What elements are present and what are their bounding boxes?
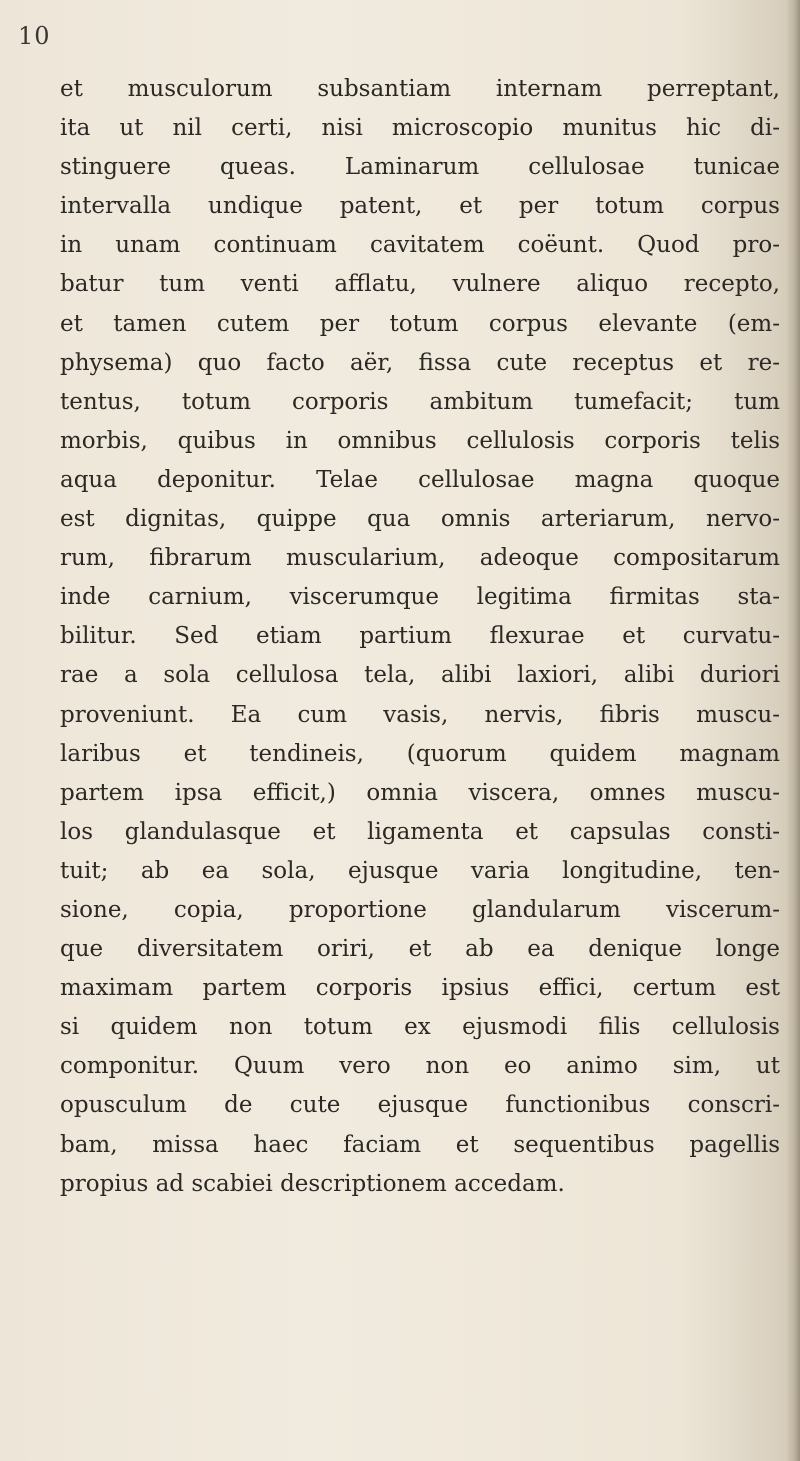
text-line: inde carnium, viscerumque legitima firmitas sta- (60, 584, 780, 611)
text-line: sione, copia, proportione glandularum viscerum- (60, 896, 780, 923)
text-line: tentus, totum corporis ambitum tumefacit; tum (60, 388, 780, 415)
text-line: propius ad scabiei descriptionem accedam. (60, 1170, 565, 1197)
text-line: et tamen cutem per totum corpus elevante (em- (60, 310, 780, 337)
text-line: componitur. Quum vero non eo animo sim, ut (60, 1053, 780, 1080)
text-line: intervalla undique patent, et per totum corpus (60, 193, 780, 220)
text-line: si quidem non totum ex ejusmodi filis cellulosis (60, 1014, 780, 1041)
text-line: rae a sola cellulosa tela, alibi laxiori, alibi duriori (60, 662, 780, 689)
text-line: partem ipsa efficit,) omnia viscera, omnes muscu- (60, 779, 780, 806)
text-line: maximam partem corporis ipsius effici, certum est (60, 975, 780, 1002)
text-line: morbis, quibus in omnibus cellulosis corporis telis (60, 427, 780, 454)
body-text (60, 70, 780, 1204)
text-line: opusculum de cute ejusque functionibus conscri- (60, 1092, 780, 1119)
text-line: batur tum venti afflatu, vulnere aliquo recepto, (60, 271, 780, 298)
page-number: 10 (18, 22, 51, 50)
text-line: bilitur. Sed etiam partium flexurae et curvatu- (60, 623, 780, 650)
text-line: aqua deponitur. Telae cellulosae magna quoque (60, 466, 780, 493)
text-line: rum, fibrarum muscularium, adeoque compositarum (60, 545, 780, 572)
text-line: proveniunt. Ea cum vasis, nervis, fibris muscu- (60, 701, 780, 728)
text-line: et musculorum subsantiam internam perreptant, (60, 76, 780, 102)
text-line: los glandulasque et ligamenta et capsulas consti- (60, 818, 780, 845)
text-line: laribus et tendineis, (quorum quidem magnam (60, 740, 780, 767)
text-line: in unam continuam cavitatem coëunt. Quod pro- (60, 232, 780, 259)
page-edge-shadow (786, 0, 800, 1461)
text-line: stinguere queas. Laminarum cellulosae tunicae (60, 154, 780, 181)
text-line: bam, missa haec faciam et sequentibus pagellis (60, 1131, 780, 1158)
text-line: ita ut nil certi, nisi microscopio munitus hic di- (60, 115, 780, 142)
text-line: physema) quo facto aër, fissa cute receptus et re- (60, 349, 780, 376)
text-line: que diversitatem oriri, et ab ea denique longe (60, 936, 780, 963)
text-line: tuit; ab ea sola, ejusque varia longitudine, ten- (60, 857, 780, 884)
text-line: est dignitas, quippe qua omnis arteriarum, nervo- (60, 506, 780, 533)
